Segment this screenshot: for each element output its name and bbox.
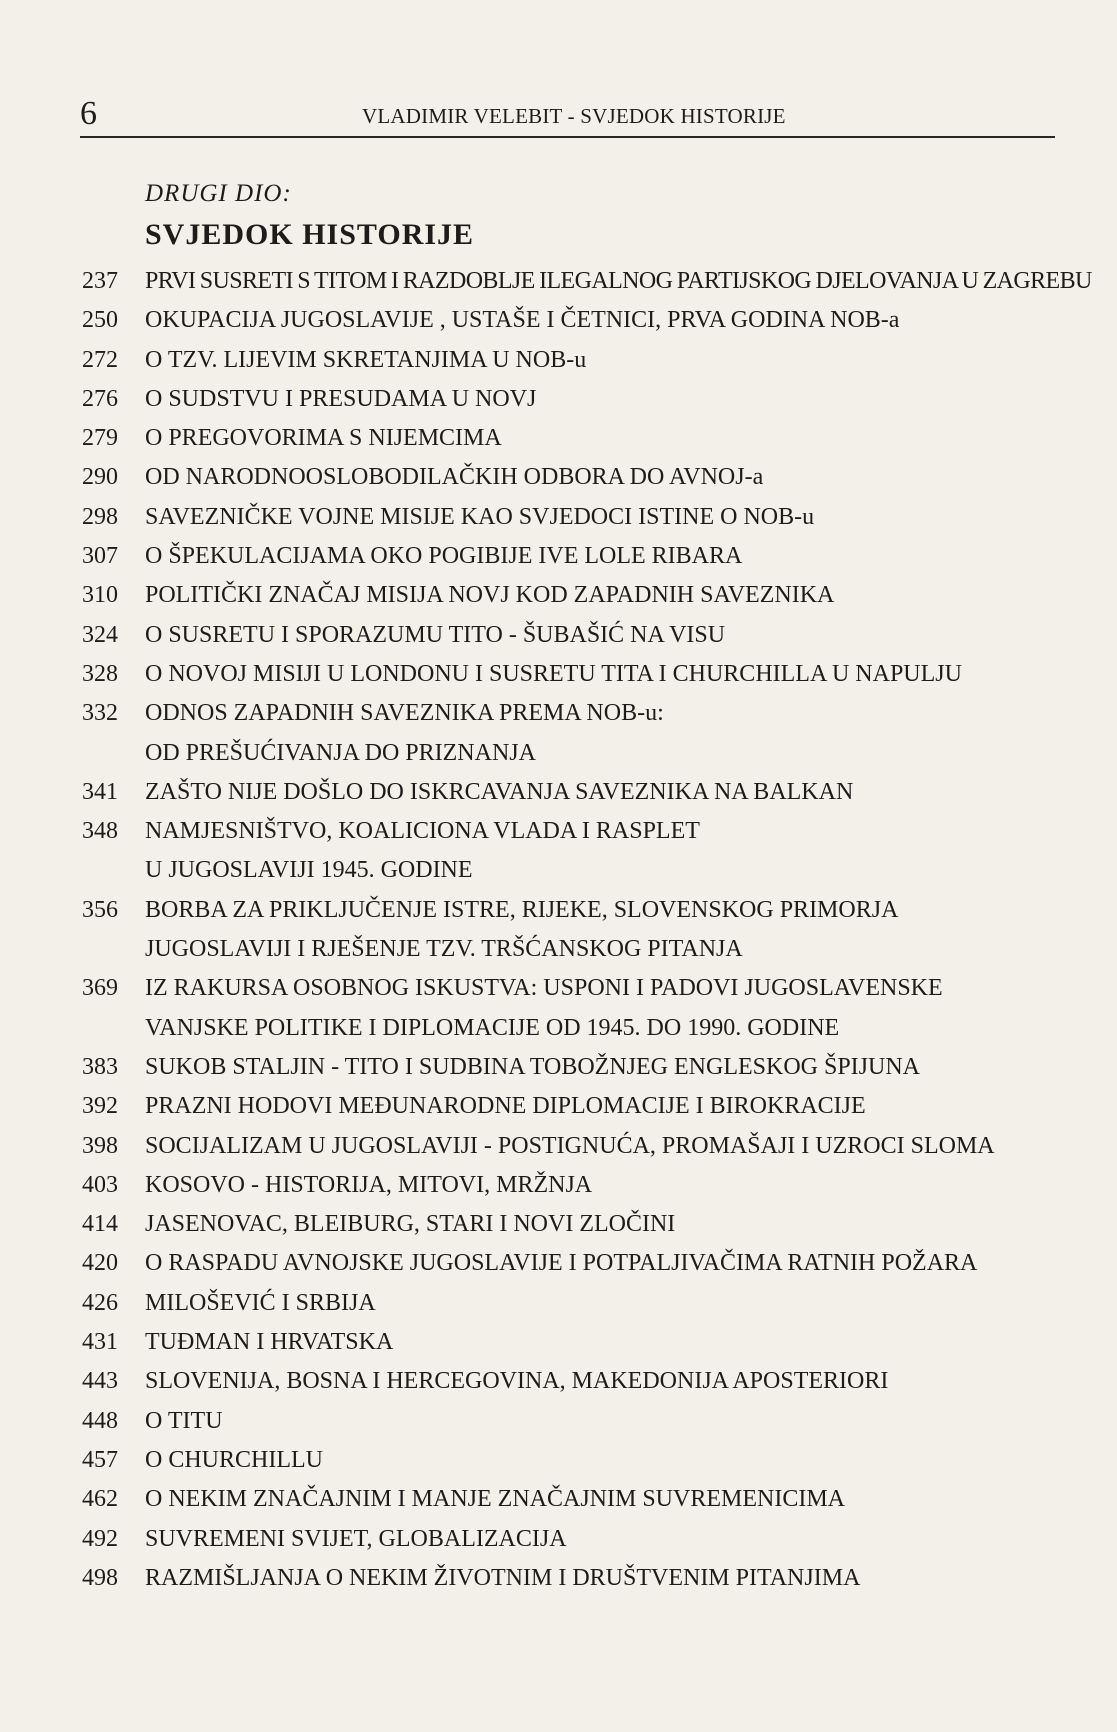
part-title: SVJEDOK HISTORIJE: [145, 218, 475, 251]
toc-title-line: NAMJESNIŠTVO, KOALICIONA VLADA I RASPLET: [145, 818, 700, 845]
toc-title-line: POLITIČKI ZNAČAJ MISIJA NOVJ KOD ZAPADNIH SAVEZNIKA: [145, 582, 835, 609]
toc-entry: [0, 1362, 1117, 1401]
toc-title: [145, 1559, 1065, 1598]
toc-title-line: O NEKIM ZNAČAJNIM I MANJE ZNAČAJNIM SUVREMENICIMA: [145, 1486, 845, 1513]
toc-entry: [0, 694, 1117, 773]
running-head: VLADIMIR VELEBIT - SVJEDOK HISTORIJE: [362, 104, 786, 128]
part-label: DRUGI DIO:: [145, 180, 292, 207]
toc-title-line: JUGOSLAVIJI I RJEŠENJE TZV. TRŠĆANSKOG PITANJA: [145, 936, 743, 963]
toc-title: [145, 1480, 1065, 1519]
toc-title: [145, 969, 1065, 1048]
toc-title: [145, 773, 1065, 812]
toc-title: [145, 655, 1065, 694]
toc-entry: [0, 891, 1117, 970]
toc-title-line: RAZMIŠLJANJA O NEKIM ŽIVOTNIM I DRUŠTVENIM PITANJIMA: [145, 1564, 861, 1591]
toc-page-number: 426: [82, 1289, 118, 1316]
toc-title: [145, 380, 1065, 419]
toc-entry: [0, 1087, 1117, 1126]
toc-title: [145, 301, 1065, 340]
toc-page-number: 310: [82, 582, 118, 609]
toc-title-line: O ŠPEKULACIJAMA OKO POGIBIJE IVE LOLE RIBARA: [145, 543, 743, 570]
toc-title-line: SOCIJALIZAM U JUGOSLAVIJI - POSTIGNUĆA, PROMAŠAJI I UZROCI SLOMA: [145, 1132, 995, 1159]
toc-title: [145, 1362, 1065, 1401]
toc-title: [145, 812, 1065, 891]
toc-title-line: O PREGOVORIMA S NIJEMCIMA: [145, 425, 502, 452]
toc-title-line: MILOŠEVIĆ I SRBIJA: [145, 1289, 376, 1316]
toc-page-number: 431: [82, 1329, 118, 1356]
toc-page-number: 250: [82, 307, 118, 334]
toc-title: [145, 1205, 1065, 1244]
table-of-contents: [0, 262, 1117, 1598]
toc-entry: [0, 1480, 1117, 1519]
toc-title: [145, 458, 1065, 497]
toc-title-line: ODNOS ZAPADNIH SAVEZNIKA PREMA NOB-u:: [145, 700, 664, 727]
toc-page-number: 462: [82, 1486, 118, 1513]
toc-title-line: PRVI SUSRETI S TITOM I RAZDOBLJE ILEGALNOG PARTIJSKOG DJELOVANJA U ZAGREBU: [145, 268, 1092, 294]
toc-entry: [0, 1244, 1117, 1283]
toc-page-number: 448: [82, 1407, 118, 1434]
toc-page-number: 324: [82, 621, 118, 648]
toc-title: [145, 1520, 1065, 1559]
toc-entry: [0, 616, 1117, 655]
toc-title: [145, 1127, 1065, 1166]
toc-entry: [0, 498, 1117, 537]
toc-title-line: PRAZNI HODOVI MEĐUNARODNE DIPLOMACIJE I BIROKRACIJE: [145, 1093, 866, 1120]
toc-page-number: 341: [82, 778, 118, 805]
toc-page-number: 290: [82, 464, 118, 491]
toc-title: [145, 1087, 1065, 1126]
toc-entry: [0, 301, 1117, 340]
toc-entry: [0, 1441, 1117, 1480]
toc-title: [145, 1048, 1065, 1087]
toc-title-line: O TITU: [145, 1407, 223, 1434]
toc-entry: [0, 458, 1117, 497]
toc-title: [145, 1441, 1065, 1480]
toc-title-line: O TZV. LIJEVIM SKRETANJIMA U NOB-u: [145, 346, 587, 373]
toc-page-number: 356: [82, 896, 118, 923]
toc-title-line: TUĐMAN I HRVATSKA: [145, 1329, 394, 1356]
toc-title-line: JASENOVAC, BLEIBURG, STARI I NOVI ZLOČINI: [145, 1211, 676, 1238]
toc-title: [145, 1284, 1065, 1323]
toc-title: [145, 1323, 1065, 1362]
page-number: 6: [80, 95, 97, 132]
toc-title-line: IZ RAKURSA OSOBNOG ISKUSTVA: USPONI I PADOVI JUGOSLAVENSKE: [145, 975, 943, 1002]
toc-entry: [0, 576, 1117, 615]
toc-entry: [0, 1127, 1117, 1166]
toc-page-number: 498: [82, 1564, 118, 1591]
toc-entry: [0, 537, 1117, 576]
toc-entry: [0, 262, 1117, 301]
toc-entry: [0, 419, 1117, 458]
toc-title-line: BORBA ZA PRIKLJUČENJE ISTRE, RIJEKE, SLOVENSKOG PRIMORJA: [145, 896, 899, 923]
toc-page-number: 398: [82, 1132, 118, 1159]
toc-entry: [0, 341, 1117, 380]
toc-entry: [0, 969, 1117, 1048]
toc-page-number: 420: [82, 1250, 118, 1277]
toc-page-number: 276: [82, 385, 118, 412]
toc-title-line: O SUSRETU I SPORAZUMU TITO - ŠUBAŠIĆ NA VISU: [145, 621, 726, 648]
toc-title-line: O RASPADU AVNOJSKE JUGOSLAVIJE I POTPALJIVAČIMA RATNIH POŽARA: [145, 1250, 978, 1277]
toc-title-line: SAVEZNIČKE VOJNE MISIJE KAO SVJEDOCI ISTINE O NOB-u: [145, 503, 815, 530]
toc-title: [145, 262, 1092, 301]
toc-page-number: 332: [82, 700, 118, 727]
toc-title: [145, 1402, 1065, 1441]
toc-title: [145, 419, 1065, 458]
toc-title-line: O NOVOJ MISIJI U LONDONU I SUSRETU TITA I CHURCHILLA U NAPULJU: [145, 660, 962, 687]
toc-entry: [0, 655, 1117, 694]
toc-title-line: SLOVENIJA, BOSNA I HERCEGOVINA, MAKEDONIJA APOSTERIORI: [145, 1368, 889, 1395]
toc-page-number: 328: [82, 660, 118, 687]
toc-title: [145, 498, 1065, 537]
toc-page-number: 279: [82, 425, 118, 452]
toc-entry: [0, 1205, 1117, 1244]
toc-title: [145, 576, 1065, 615]
toc-title: [145, 694, 1065, 773]
toc-entry: [0, 1520, 1117, 1559]
toc-page-number: 443: [82, 1368, 118, 1395]
toc-title: [145, 616, 1065, 655]
toc-entry: [0, 773, 1117, 812]
toc-entry: [0, 380, 1117, 419]
toc-title-line: VANJSKE POLITIKE I DIPLOMACIJE OD 1945. DO 1990. GODINE: [145, 1014, 840, 1041]
toc-title: [145, 341, 1065, 380]
toc-page-number: 492: [82, 1525, 118, 1552]
toc-entry: [0, 1166, 1117, 1205]
toc-entry: [0, 812, 1117, 891]
toc-page-number: 237: [82, 268, 118, 294]
toc-page-number: 272: [82, 346, 118, 373]
toc-title-line: U JUGOSLAVIJI 1945. GODINE: [145, 857, 473, 884]
toc-page-number: 298: [82, 503, 118, 530]
toc-entry: [0, 1048, 1117, 1087]
toc-title: [145, 891, 1065, 970]
toc-title: [145, 1244, 1065, 1283]
toc-title-line: O CHURCHILLU: [145, 1446, 323, 1473]
toc-page-number: 348: [82, 818, 118, 845]
toc-title-line: OD NARODNOOSLOBODILAČKIH ODBORA DO AVNOJ-a: [145, 464, 764, 491]
toc-entry: [0, 1284, 1117, 1323]
toc-title-line: KOSOVO - HISTORIJA, MITOVI, MRŽNJA: [145, 1171, 593, 1198]
toc-title-line: SUKOB STALJIN - TITO I SUDBINA TOBOŽNJEG ENGLESKOG ŠPIJUNA: [145, 1053, 921, 1080]
toc-page-number: 392: [82, 1093, 118, 1120]
page-header: [80, 96, 1055, 136]
toc-title-line: ZAŠTO NIJE DOŠLO DO ISKRCAVANJA SAVEZNIKA NA BALKAN: [145, 778, 854, 805]
toc-page-number: 457: [82, 1446, 118, 1473]
toc-title-line: SUVREMENI SVIJET, GLOBALIZACIJA: [145, 1525, 567, 1552]
toc-entry: [0, 1402, 1117, 1441]
toc-page-number: 414: [82, 1211, 118, 1238]
toc-page-number: 403: [82, 1171, 118, 1198]
toc-title-line: OKUPACIJA JUGOSLAVIJE , USTAŠE I ČETNICI, PRVA GODINA NOB-a: [145, 307, 900, 334]
toc-title: [145, 1166, 1065, 1205]
toc-page-number: 307: [82, 543, 118, 570]
toc-page-number: 369: [82, 975, 118, 1002]
toc-page-number: 383: [82, 1053, 118, 1080]
toc-title-line: O SUDSTVU I PRESUDAMA U NOVJ: [145, 385, 537, 412]
toc-entry: [0, 1323, 1117, 1362]
header-rule: [80, 136, 1055, 138]
toc-title: [145, 537, 1065, 576]
toc-entry: [0, 1559, 1117, 1598]
toc-title-line: OD PREŠUĆIVANJA DO PRIZNANJA: [145, 739, 536, 766]
